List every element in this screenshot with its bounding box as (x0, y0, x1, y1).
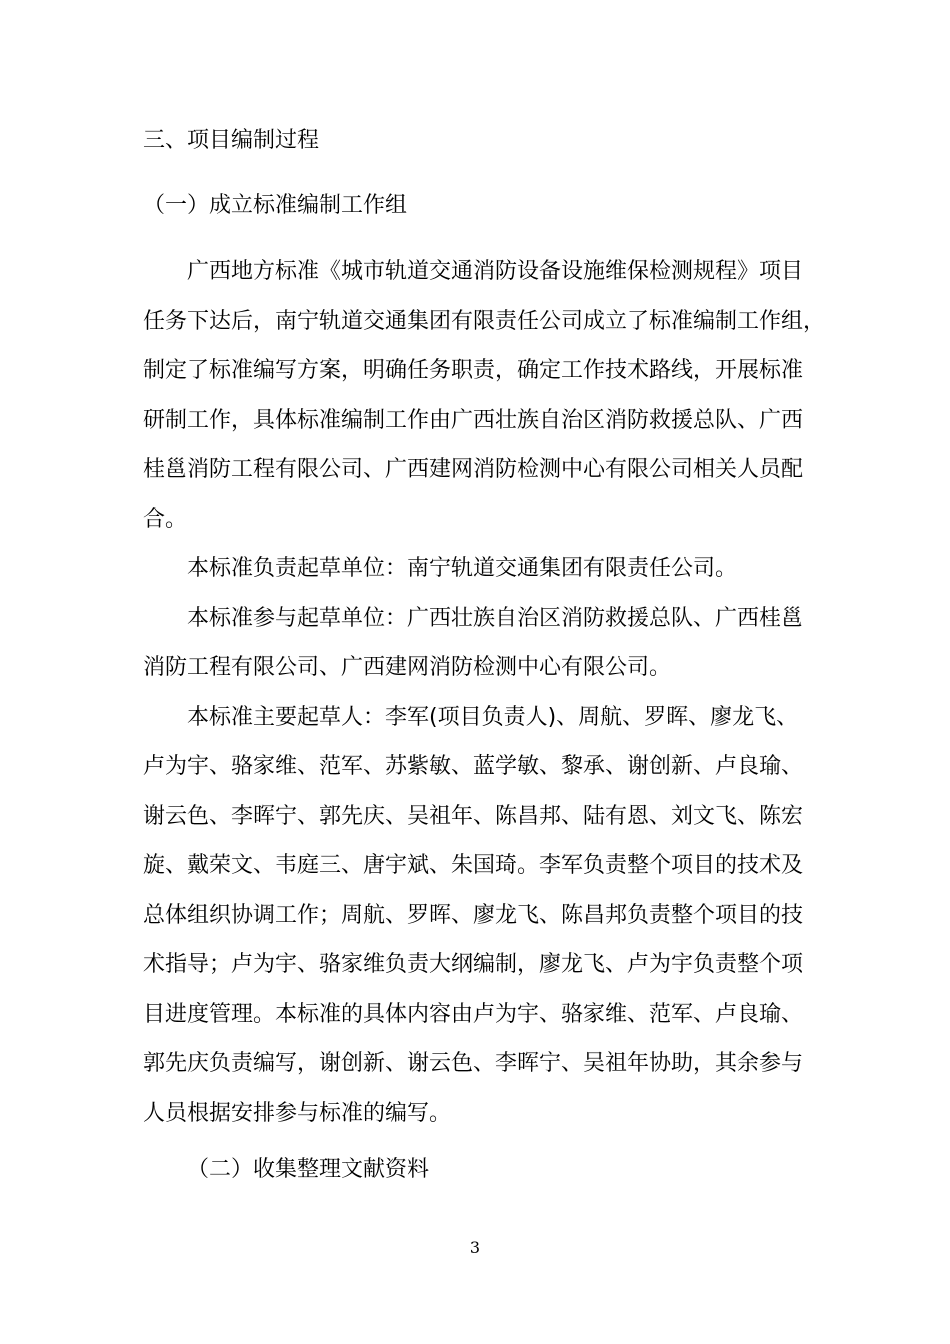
paragraph-line: 总体组织协调工作；周航、罗晖、廖龙飞、陈昌邦负责整个项目的技 (143, 903, 804, 928)
page-number: 3 (469, 1238, 481, 1257)
paragraph-line: 任务下达后，南宁轨道交通集团有限责任公司成立了标准编制工作组， (143, 309, 826, 334)
paragraph-line: 目进度管理。本标准的具体内容由卢为宇、骆家维、范军、卢良瑜、 (143, 1002, 804, 1027)
subheading-establish-working-group: （一）成立标准编制工作组 (143, 193, 408, 218)
paragraph-line: 本标准主要起草人：李军(项目负责人)、周航、罗晖、廖龙飞、 (187, 705, 799, 730)
subheading-collect-literature: （二）收集整理文献资料 (187, 1157, 430, 1182)
paragraph-line: 消防工程有限公司、广西建网消防检测中心有限公司。 (143, 655, 672, 680)
paragraph-line: 郭先庆负责编写，谢创新、谢云色、李晖宁、吴祖年协助，其余参与 (143, 1051, 804, 1076)
paragraph-line: 合。 (143, 507, 188, 532)
paragraph-line: 术指导；卢为宇、骆家维负责大纲编制，廖龙飞、卢为宇负责整个项 (143, 952, 804, 977)
section-heading: 三、项目编制过程 (143, 128, 320, 153)
paragraph-line: 本标准负责起草单位：南宁轨道交通集团有限责任公司。 (187, 556, 738, 581)
paragraph-line: 旋、戴荣文、韦庭三、唐宇斌、朱国琦。李军负责整个项目的技术及 (143, 853, 804, 878)
paragraph-line: 卢为宇、骆家维、范军、苏紫敏、蓝学敏、黎承、谢创新、卢良瑜、 (143, 754, 804, 779)
paragraph-line: 谢云色、李晖宁、郭先庆、吴祖年、陈昌邦、陆有恩、刘文飞、陈宏 (143, 804, 804, 829)
paragraph-line: 本标准参与起草单位：广西壮族自治区消防救援总队、广西桂邕 (187, 606, 804, 631)
paragraph-line: 人员根据安排参与标准的编写。 (143, 1101, 452, 1126)
paragraph-line: 桂邕消防工程有限公司、广西建网消防检测中心有限公司相关人员配 (143, 457, 804, 482)
paragraph-line: 研制工作，具体标准编制工作由广西壮族自治区消防救援总队、广西 (143, 408, 804, 433)
paragraph-line: 制定了标准编写方案，明确任务职责，确定工作技术路线，开展标准 (143, 358, 804, 383)
paragraph-line: 广西地方标准《城市轨道交通消防设备设施维保检测规程》项目 (187, 259, 804, 284)
